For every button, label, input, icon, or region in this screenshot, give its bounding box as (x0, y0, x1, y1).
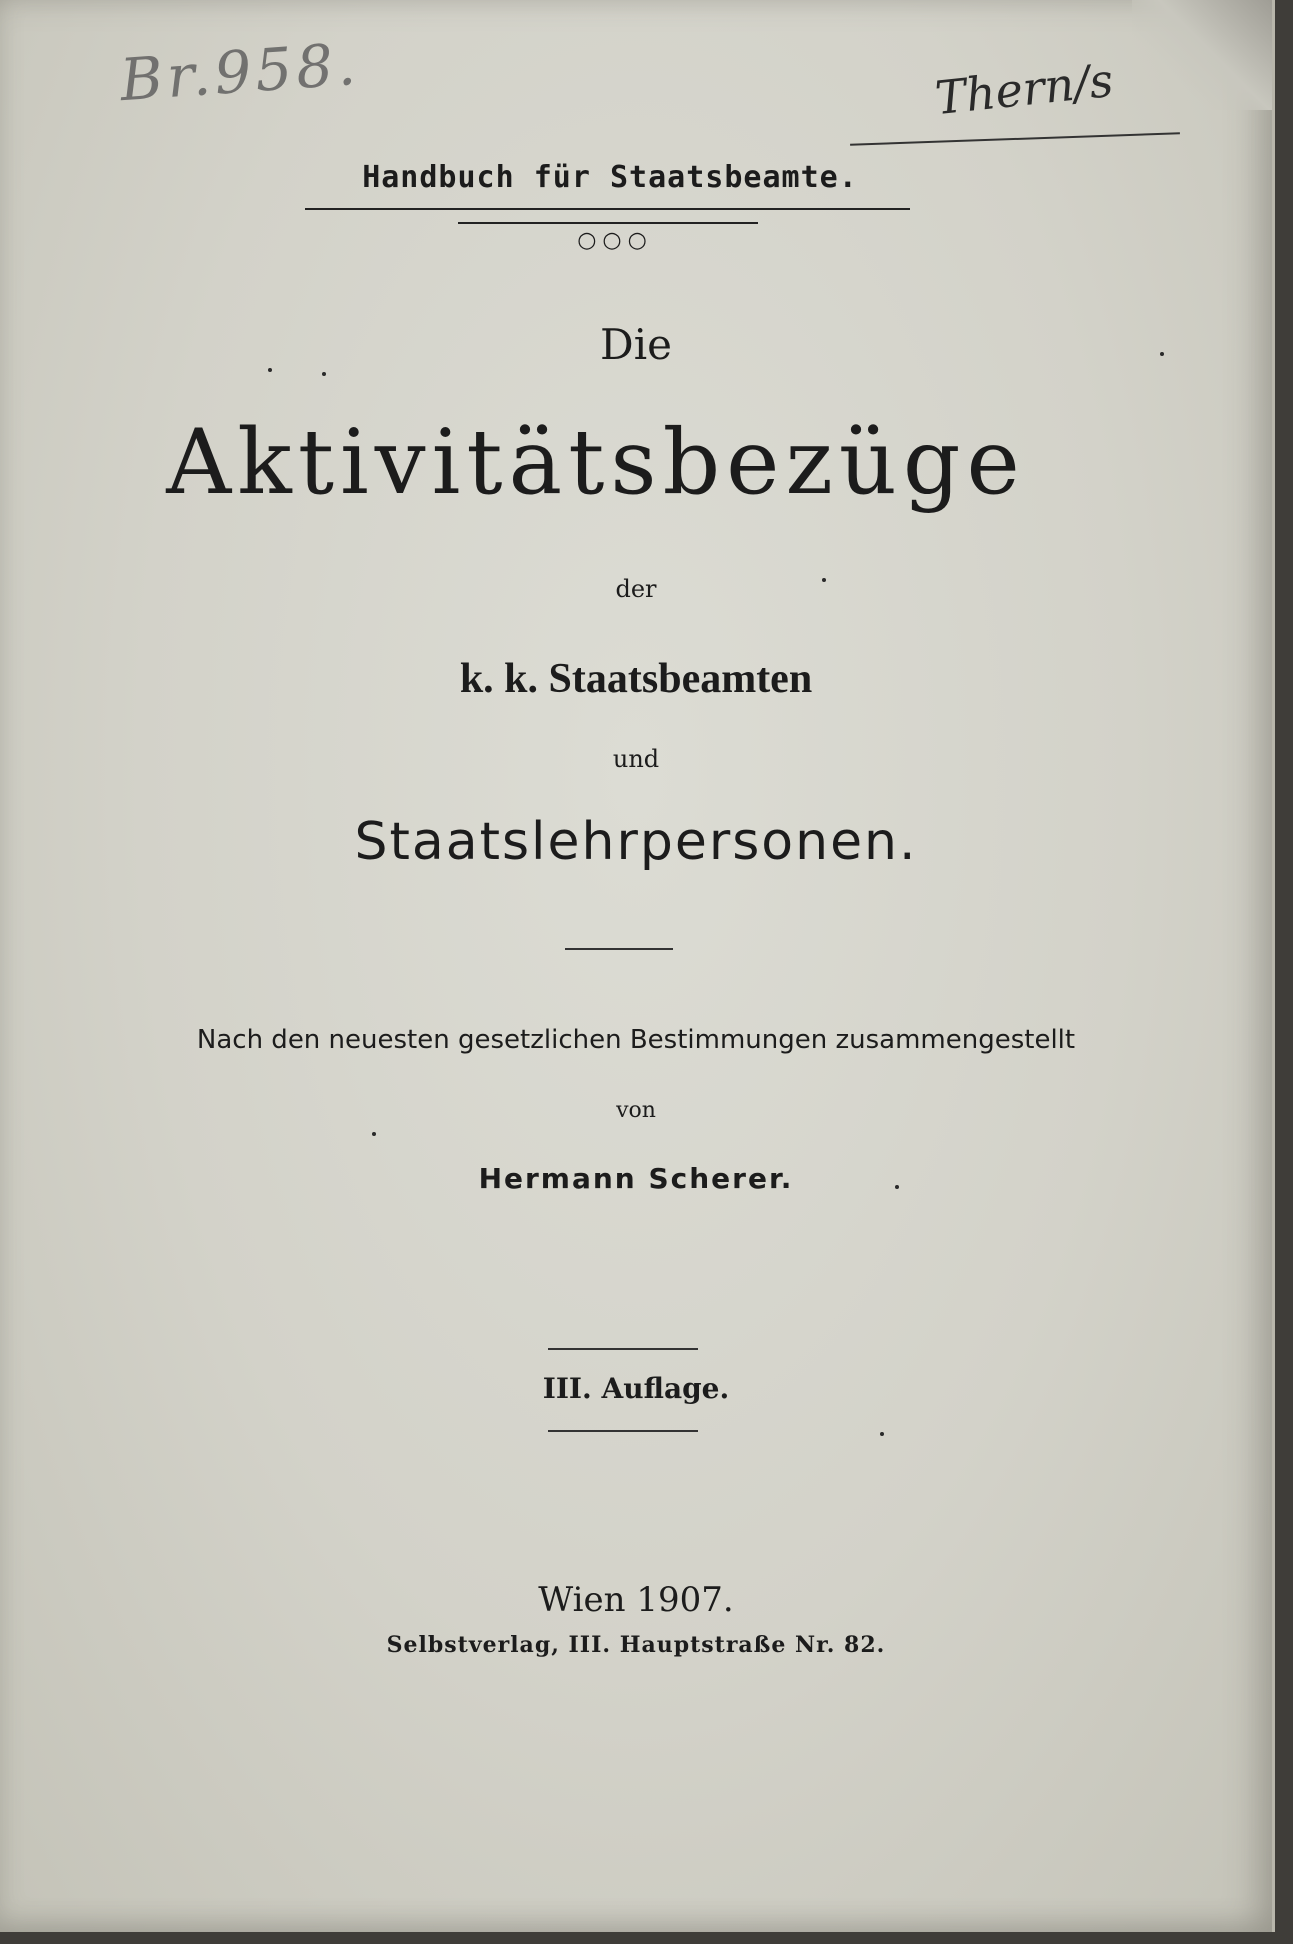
series-rule-long (305, 208, 910, 210)
circles-ornament-icon: ○○○ (577, 228, 653, 253)
edition: III. Auflage. (542, 1372, 730, 1405)
publisher: Selbstverlag, III. Hauptstraße Nr. 82. (386, 1632, 886, 1658)
signature-underline (850, 132, 1180, 146)
main-title: Aktivitätsbezüge (166, 410, 1026, 515)
handwritten-owner-signature: Thern/s (932, 52, 1116, 126)
title-line-der: der (615, 575, 657, 603)
paper-speck (268, 368, 272, 372)
paper-speck (322, 372, 326, 376)
author-name: Hermann Scherer. (478, 1162, 794, 1195)
paper-speck (880, 1432, 884, 1436)
title-line-und: und (612, 745, 660, 773)
divider-rule (565, 948, 673, 950)
title-line-teachers: Staatslehrpersonen. (354, 812, 918, 872)
edition-rule-bottom (548, 1430, 698, 1432)
series-title: Handbuch für Staatsbeamte. (362, 160, 858, 195)
paper-speck (372, 1132, 376, 1136)
series-rule-short (458, 222, 758, 224)
paper-speck (822, 578, 826, 582)
place-year: Wien 1907. (538, 1580, 734, 1620)
handwritten-shelfmark: Br.958. (117, 29, 362, 115)
by-line: von (616, 1098, 656, 1123)
paper-speck (895, 1185, 899, 1189)
subtitle: Nach den neuesten gesetzlichen Bestimmungen zusammengestellt (196, 1025, 1076, 1055)
folded-corner (1132, 0, 1272, 110)
paper-speck (1160, 352, 1164, 356)
title-line-officials: k. k. Staatsbeamten (459, 656, 813, 702)
title-line-die: Die (600, 320, 672, 369)
edition-rule-top (548, 1348, 698, 1350)
